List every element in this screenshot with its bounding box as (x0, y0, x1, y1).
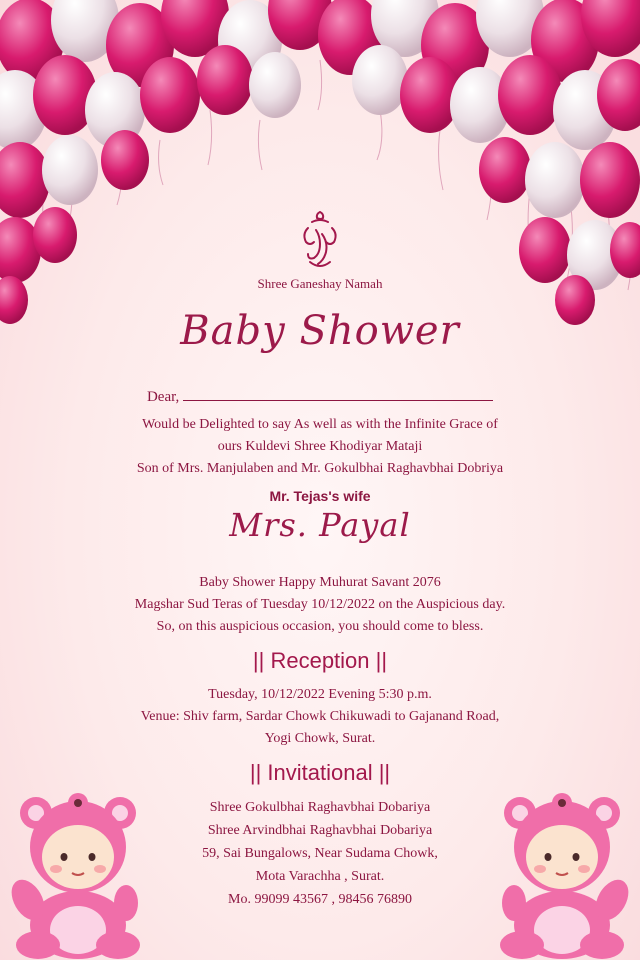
reception-line: Venue: Shiv farm, Sardar Chowk Chikuwadi to Gajanand Road, (140, 709, 500, 724)
reception-line: Yogi Chowk, Surat. (264, 731, 376, 746)
invitational-line: Mota Varachha , Surat. (255, 869, 385, 884)
muhurat-line: So, on this auspicious occasion, you should come to bless. (156, 619, 484, 634)
husband-name: Mr. Tejas's wife (269, 488, 371, 504)
intro-line: Would be Delighted to say As well as with the Infinite Grace of (142, 417, 498, 432)
contact-numbers: Mo. 99099 43567 , 98456 76890 (228, 892, 412, 907)
muhurat-line: Magshar Sud Teras of Tuesday 10/12/2022 on the Auspicious day. (134, 597, 506, 612)
muhurat-text (60, 572, 580, 638)
baby-bear-illustration (8, 785, 148, 960)
guest-name-blank (183, 388, 493, 401)
reception-details (60, 684, 580, 750)
dear-line (60, 388, 580, 406)
page-title: Baby Shower (180, 308, 460, 354)
intro-line: Son of Mrs. Manjulaben and Mr. Gokulbhai Raghavbhai Dobriya (136, 461, 504, 476)
baby-bear-illustration (492, 785, 632, 960)
wife-name: Mrs. Payal (229, 506, 411, 544)
invitational-line: Shree Arvindbhai Raghavbhai Dobariya (207, 823, 433, 838)
invitational-heading: || Invitational || (249, 760, 391, 785)
intro-text (60, 414, 580, 480)
invitational-line: Shree Gokulbhai Raghavbhai Dobariya (209, 800, 431, 815)
dear-label: Dear, (146, 389, 180, 405)
greeting: Shree Ganeshay Namah (257, 276, 383, 291)
invitational-line: 59, Sai Bungalows, Near Sudama Chowk, (202, 846, 438, 861)
muhurat-line: Baby Shower Happy Muhurat Savant 2076 (199, 575, 441, 590)
reception-line: Tuesday, 10/12/2022 Evening 5:30 p.m. (208, 687, 432, 702)
intro-line: ours Kuldevi Shree Khodiyar Mataji (217, 439, 423, 454)
reception-heading: || Reception || (252, 648, 388, 673)
